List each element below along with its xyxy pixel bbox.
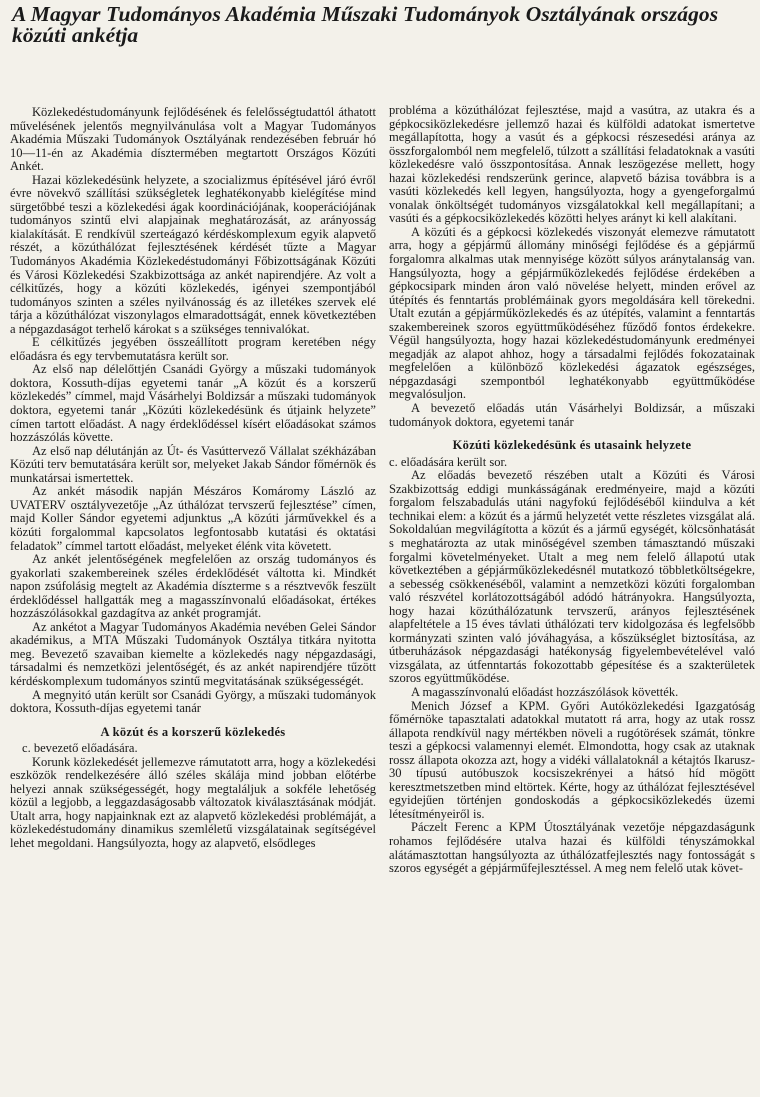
- paragraph: A magasszínvonalú előadást hozzászólások követték.: [411, 684, 679, 699]
- paragraph: Az ankétot a Magyar Tudományos Akadémia nevében Gelei Sándor akadémikus, a MTA Műszaki Tudományok Osztálya titkára nyitotta meg. Bevezető szavaiban kiemelte a közlekedés nagy népgazdasági, társadalmi és nemzetközi jelentőségét, és az ankét napirendjére tűzött kérdéskomplexum tudományos szintű megvitatásának szükségességét.: [10, 619, 376, 688]
- right-column: [389, 104, 755, 876]
- paragraph: Hazai közlekedésünk helyzete, a szocializmus építésével járó évről évre növekvő szállítási szükségletek leghatékonyabb kielégítése mind sürgetőbbé teszi a közlekedési ágak koordinációjának, kooperációjának tudományos szintű elvi alapjainak meghatározását, az arányosság kialakítását. E rendkívül szerteágazó kérdéskomplexum egyik alapvető részét, a közúthálózat fejlesztésének kérdését tűzte a Magyar Tudományos Akadémia Közlekedéstudományi Főbizottságának Közúti és Városi Közlekedési Szakbizottsága az ankét napirendjére. Az volt a célkitűzés, hogy a közúti közlekedés, igényei szempontjából tudományos szinten a széles nyilvánosság és az illetékes szervek elé tárja a közúthálózat viszonylagos elmaradottságát, ennek következtében a népgazdaságot terhelő károkat s a szükséges tennivalókat.: [10, 172, 376, 336]
- paragraph: Menich József a KPM. Győri Autóközlekedési Igazgatóság főmérnöke tapasztalati adatokkal mutatott rá arra, hogy az utak rossz állapota rendkívül nagy mértékben növeli a rugótörések számát, tönkre teszi a gépkocsi valamennyi elemét. Elmondotta, hogy csak az utaknak rossz állapota okozza azt, hogy a vidéki vállalatoknál a kétajtós Ikarusz-30 típusú autóbuszok kocsiszekrényei a hátsó híd mögött keresztmetszetben mind eltörtek. Kérte, hogy az úthálózat fejlesztésével egyidejűen történjen gondoskodás a gépkocsiközlekedés üzemi létesítményeiről is.: [389, 698, 755, 821]
- section-heading: A közút és a korszerű közlekedés: [100, 724, 286, 739]
- paragraph: c. bevezető előadására.: [22, 741, 138, 756]
- paragraph: Korunk közlekedését jellemezve rámutatott arra, hogy a közlekedési eszközök rendelkezésére álló széles skálája mind jobban előtérbe helyezi annak szükségességét, hogy megtaláljuk a sokféle lehetőség közül a legjobb, a leggazdaságosabb változatok kiválasztásának módját. Utalt arra, hogy napjainknak ezt az alapvető közlekedési problémáját, a közlekedéstudomány dinamikus szemléletű vizsgálatainak segítségével lehet megoldani. Hangsúlyozta, hogy az alapvető, elsődleges: [10, 754, 376, 850]
- paragraph: A bevezető előadás után Vásárhelyi Boldizsár, a műszaki tudományok doktora, egyetemi tanár: [389, 401, 755, 429]
- left-column: [10, 106, 376, 851]
- paragraph: Az első nap délutánján az Út- és Vasúttervező Vállalat székházában Közúti terv bemutatására került sor, melyeket Jakab Sándor főmérnök és munkatársai ismertettek.: [10, 443, 376, 485]
- paragraph: Az ankét második napján Mészáros Komáromy László az UVATERV osztályvezetője „Az úthálózat tervszerű fejlesztése” címen, majd Koller Sándor egyetemi adjunktus „A közúti járművekkel és a közúti forgalommal kapcsolatos legfontosabb kutatási és oktatási feladatok” címmel tartott előadást, melyeket élénk vita követett.: [10, 484, 376, 553]
- paragraph: c. előadására került sor.: [389, 454, 508, 469]
- paragraph: Az első nap délelőttjén Csanádi György a műszaki tudományok doktora, Kossuth-díjas egyetemi tanár „A közút és a korszerű közlekedés” címmel, majd Vásárhelyi Boldizsár a műszaki tudományok doktora, egyetemi tanár „Közúti közlekedésünk és útjaink helyzete” címen tartott előadást. A nagy érdeklődéssel kísért előadásokat számos hozzászólás követte.: [10, 362, 376, 445]
- paragraph: E célkitűzés jegyében összeállított program keretében négy előadásra és egy tervbemutatásra került sor.: [10, 335, 376, 363]
- paragraph: A megnyitó után került sor Csanádi György, a műszaki tudományok doktora, Kossuth-díjas egyetemi tanár: [10, 687, 376, 716]
- paragraph: A közúti és a gépkocsi közlekedés viszonyát elemezve rámutatott arra, hogy a gépjármű állomány minőségi fejlődése és a gépjármű forgalomra alkalmas utak mennyisége között súlyos aránytalanság van. Hangsúlyozta, hogy a gépjárműközlekedés fejlődése érdekében a gépkocsipark minden áron való növelése helyett, minden erővel az útépítés és fenntartás problémáinak gyors megoldására kell törekedni. Utalt ezután a gépjárműközlekedés és az útépítés, valamint a fenntartás szakembereinek szoros együttműködéséhez fűződő fontos érdekekre. Végül hangsúlyozta, hogy hazai közlekedéstudományunk eredményei megadják az alapot ahhoz, hogy a társadalmi fejlődés fokozatainak megfelelően a különböző közlekedési ágazatok egészséges, népgazdasági szempontból leghatékonyabb együttműködése megvalósuljon.: [389, 224, 755, 402]
- paragraph: probléma a közúthálózat fejlesztése, majd a vasútra, az utakra és a gépkocsiközlekedésre jellemző hazai és külföldi adatokat ismertetve megállapította, hogy a vasút és a gépkocsi részesedési aránya az összforgalomból nem megfelelő, túlzott a szállítási feladatoknak a vasúti közlekedésre való összpontosítása. Annak leszögezése mellett, hogy hazai közlekedési rendszerünk gerince, alapvető bázisa továbbra is a vasúti közlekedés kell legyen, hangsúlyozta, hogy a gyengeforgalmú vonalak önköltségét tudományos vizsgálatokkal kell megállapítani; a vasúti és a gépkocsiközlekedés közötti helyes arányt ki kell alakítani.: [389, 103, 755, 226]
- article-title: A Magyar Tudományos Akadémia Műszaki Tudományok Osztályának országos közúti ankétja: [12, 2, 719, 47]
- paragraph: Közlekedéstudományunk fejlődésének és felelősségtudattól áthatott művelésének jelentős megnyilvánulása volt a Magyar Tudományos Akadémia Műszaki Tudományok Osztályának rendezésében február hó 10—11-én az Akadémia dísztermében megtartott Országos Közúti Ankét.: [10, 105, 376, 174]
- paragraph: Páczelt Ferenc a KPM Útosztályának vezetője népgazdaságunk rohamos fejlődésére utalva hazai és külföldi tényszámokkal alátámasztottan hangsúlyozta az úthálózatfejlesztés nagy fontosságát s szoros egységét a gépjárműfejlesztéssel. A meg nem felelő utak követ-: [389, 820, 755, 876]
- section-heading: Közúti közlekedésünk és utasaink helyzete: [452, 438, 692, 453]
- paragraph: Az előadás bevezető részében utalt a Közúti és Városi Szakbizottság eddigi munkásságának eredményeire, majd a közúti forgalom felszabadulás utáni nagyfokú fejlődéséből kiindulva a két technikai elem: a közút és a jármű helyzetét vette részletes vizsgálat alá. Sokoldalúan megvilágította a közút és a jármű egységét, kölcsönhatását s meghatározta az utak minőségével szemben támasztandó műszaki forgalmi követelményeket. Utalt a meg nem felelő állapotú utak következtében a gépjárműközlekedésnél mutatkozó többletköltségekre, a sebesség csökkenéséből, valamint a nemzetközi közúti forgalomban való részvétel korlátozottságából adódó hátrányokra. Hangsúlyozta, hogy hazai közúthálózatunk tervszerű, arányos fejlesztésének alapfeltétele a 15 éves távlati úthálózati terv kidolgozása és legfelsőbb kormányzati szinten való jóváhagyása, a kőszükséglet biztosítása, az útberuházások népgazdasági hatékonyság figyelembevételével való vizsgálata, az útfenntartás fokozottabb gépesítése és a szakterületek szoros együttműködése.: [389, 468, 755, 686]
- paragraph: Az ankét jelentőségének megfelelően az ország tudományos és gyakorlati szakembereinek széles érdeklődését váltotta ki. Mindkét napon zsúfolásig megtelt az Akadémia díszterme s a résztvevők feszült érdeklődéssel hallgatták meg a magasszínvonalú előadásokat, értékes hozzászólásokkal gazdagítva az ankét programját.: [10, 552, 376, 621]
